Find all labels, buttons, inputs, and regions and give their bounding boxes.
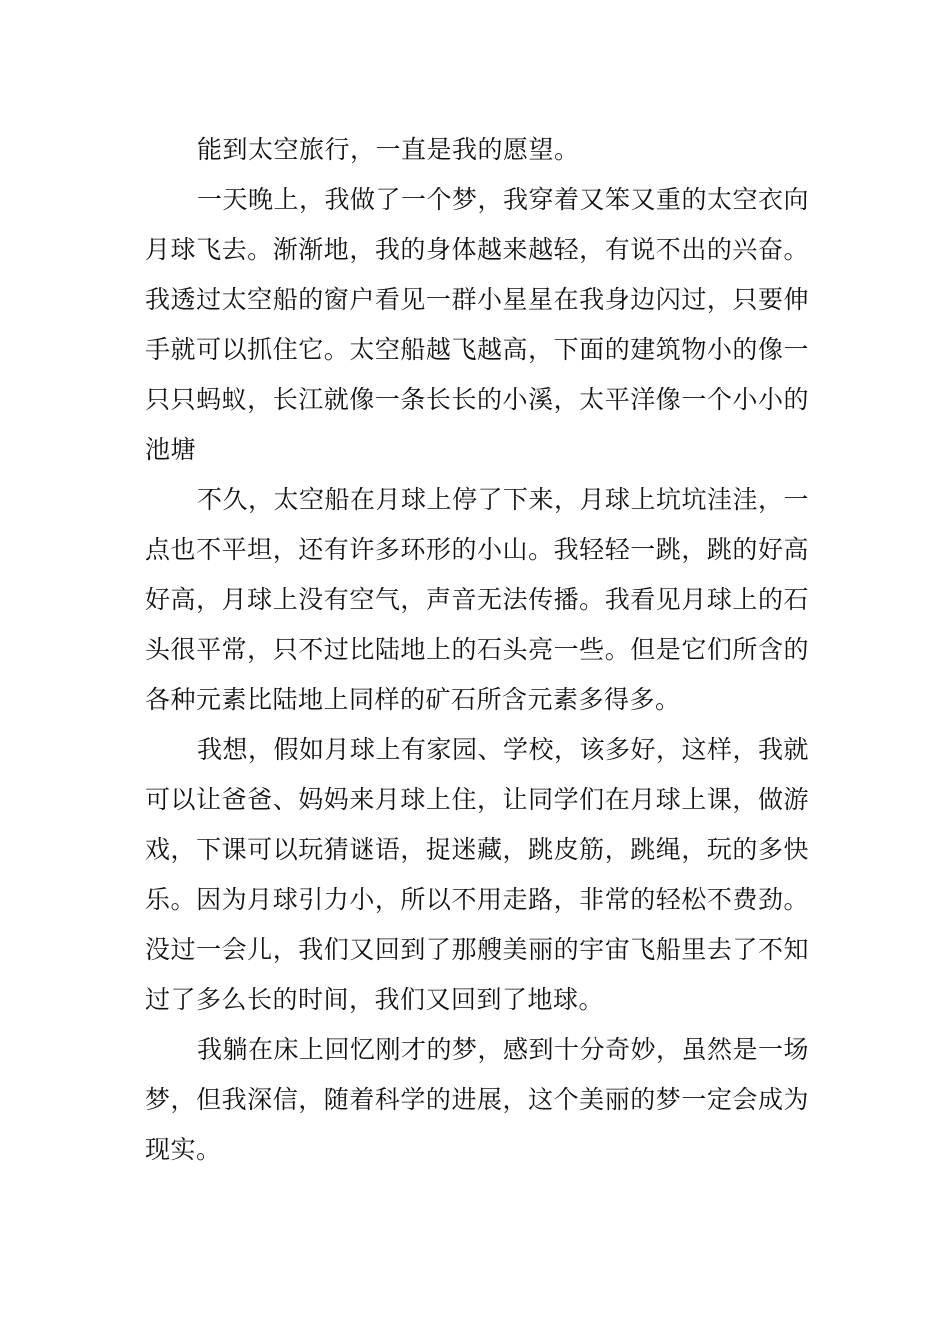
paragraph-4: 我想，假如月球上有家园、学校，该多好，这样，我就可以让爸爸、妈妈来月球上住，让同学们在月球上课，做游戏，下课可以玩猜谜语，捉迷藏，跳皮筋，跳绳，玩的多快乐。因为月球引力小，所以不用走路，非常的轻松不费劲。没过一会儿，我们又回到了那艘美丽的宇宙飞船里去了不知过了多么长的时间，我们又回到了地球。: [145, 735, 810, 1014]
paragraph-5: 我躺在床上回忆刚才的梦，感到十分奇妙，虽然是一场梦，但我深信，随着科学的进展，这个美丽的梦一定会成为现实。: [145, 1035, 810, 1164]
essay-body: [145, 125, 809, 1175]
paragraph-2: 一天晚上，我做了一个梦，我穿着又笨又重的太空衣向月球飞去。渐渐地，我的身体越来越轻，有说不出的兴奋。我透过太空船的窗户看见一群小星星在我身边闪过，只要伸手就可以抓住它。太空船越飞越高，下面的建筑物小的像一只只蚂蚁，长江就像一条长长的小溪，太平洋像一个小小的池塘: [145, 185, 810, 464]
paragraph-3: 不久，太空船在月球上停了下来，月球上坑坑洼洼，一点也不平坦，还有许多环形的小山。我轻轻一跳，跳的好高好高，月球上没有空气，声音无法传播。我看见月球上的石头很平常，只不过比陆地上的石头亮一些。但是它们所含的各种元素比陆地上同样的矿石所含元素多得多。: [145, 485, 810, 714]
paragraph-1: 能到太空旅行，一直是我的愿望。: [197, 135, 580, 164]
